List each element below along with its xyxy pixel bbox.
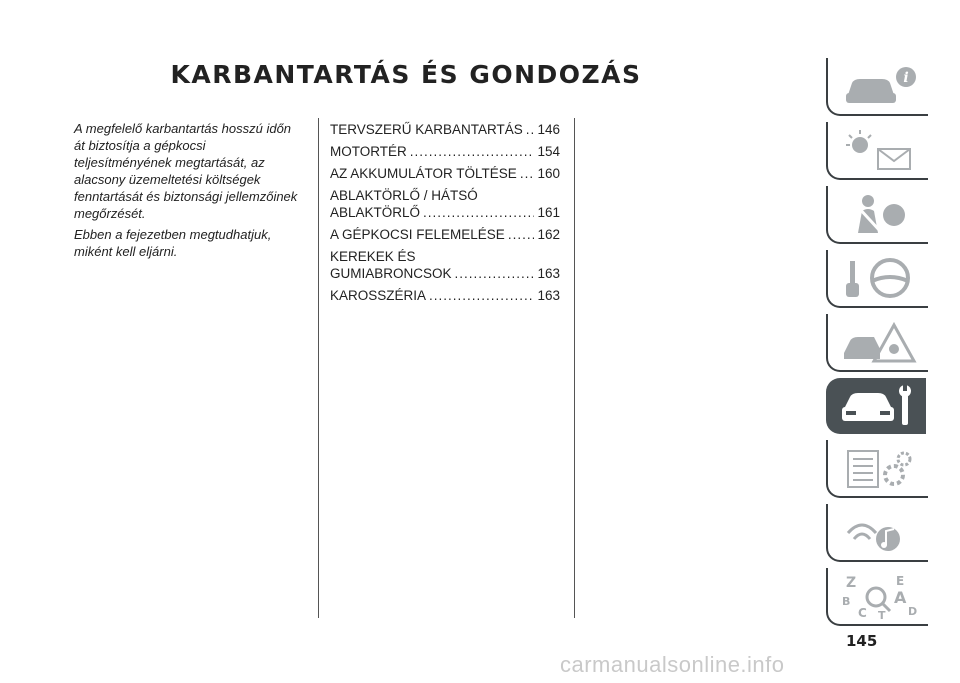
toc-entry-title: KAROSSZÉRIA xyxy=(330,288,427,303)
tab-warning-lights[interactable] xyxy=(826,122,928,180)
page-title: KARBANTARTÁS ÉS GONDOZÁS xyxy=(170,60,642,89)
chapter-tabs xyxy=(826,58,930,632)
toc-page-number: 161 xyxy=(537,205,560,220)
svg-text:i: i xyxy=(903,70,909,86)
tab-multimedia[interactable] xyxy=(826,504,928,562)
toc-entry[interactable] xyxy=(330,226,560,243)
toc-page-number: 162 xyxy=(537,227,560,242)
emergency-triangle-icon xyxy=(838,319,918,365)
toc-entry[interactable] xyxy=(330,121,560,138)
toc-page-number: 163 xyxy=(537,288,560,303)
toc-entry-title-line: ABLAKTÖRLŐ / HÁTSÓ xyxy=(330,188,478,203)
toc-page-number: 146 xyxy=(537,122,560,137)
tab-index[interactable] xyxy=(826,568,928,626)
intro-paragraph-2: Ebben a fejezetben megtudhatjuk, miként kell eljárni. xyxy=(74,227,272,259)
toc-leader xyxy=(423,204,534,221)
index-letter: D xyxy=(908,605,918,618)
multimedia-icon xyxy=(838,509,918,555)
index-letter: C xyxy=(858,606,867,619)
toc-entry-title: AZ AKKUMULÁTOR TÖLTÉSE xyxy=(330,166,517,181)
tab-starting-driving[interactable] xyxy=(826,250,928,308)
tab-car-info[interactable] xyxy=(826,58,928,116)
tab-technical-data[interactable] xyxy=(826,440,928,498)
index-letter: T xyxy=(878,609,886,619)
seatbelt-airbag-icon xyxy=(838,191,918,237)
toc-leader xyxy=(455,265,535,282)
car-info-icon xyxy=(838,63,918,109)
toc-entry-title: TERVSZERŰ KARBANTARTÁS xyxy=(330,122,523,137)
intro-text xyxy=(74,120,304,264)
alphabetical-index-icon xyxy=(838,573,918,619)
car-maintenance-icon xyxy=(836,383,916,429)
toc-entry-title: ABLAKTÖRLŐ xyxy=(330,205,421,220)
table-of-contents xyxy=(330,121,560,309)
toc-entry-title-line: KEREKEK ÉS xyxy=(330,249,416,264)
toc-entry[interactable] xyxy=(330,248,560,282)
page-number: 145 xyxy=(846,632,878,650)
warning-lights-message-icon xyxy=(838,127,918,173)
toc-leader xyxy=(526,121,535,138)
column-divider-left xyxy=(318,118,319,618)
toc-entry[interactable] xyxy=(330,165,560,182)
toc-entry-title: MOTORTÉR xyxy=(330,144,407,159)
toc-entry-title: A GÉPKOCSI FELEMELÉSE xyxy=(330,227,505,242)
toc-entry[interactable] xyxy=(330,187,560,221)
tab-maintenance[interactable] xyxy=(826,378,926,434)
index-letter: B xyxy=(842,595,851,608)
toc-leader xyxy=(410,143,535,160)
toc-page-number: 163 xyxy=(537,266,560,281)
column-divider-right xyxy=(574,118,575,618)
toc-leader xyxy=(429,287,534,304)
toc-entry-title: GUMIABRONCSOK xyxy=(330,266,452,281)
intro-paragraph-1: A megfelelő karbantartás hosszú időn át biztosítja a gépkocsi teljesítményének megtartását, az alacsony üzemeltetési költségek fenntartását és biztonsági jellemzőinek megőrzését. xyxy=(74,121,298,221)
toc-leader xyxy=(520,165,535,182)
toc-entry[interactable] xyxy=(330,287,560,304)
technical-data-icon xyxy=(838,445,918,491)
toc-entry[interactable] xyxy=(330,143,560,160)
index-letter: A xyxy=(894,588,907,607)
toc-leader xyxy=(508,226,535,243)
watermark: carmanualsonline.info xyxy=(560,652,785,677)
tab-safety[interactable] xyxy=(826,186,928,244)
toc-page-number: 154 xyxy=(537,144,560,159)
key-steering-wheel-icon xyxy=(838,255,918,301)
toc-page-number: 160 xyxy=(537,166,560,181)
tab-emergency[interactable] xyxy=(826,314,928,372)
index-letter: E xyxy=(896,574,905,588)
index-letter: Z xyxy=(846,575,857,591)
